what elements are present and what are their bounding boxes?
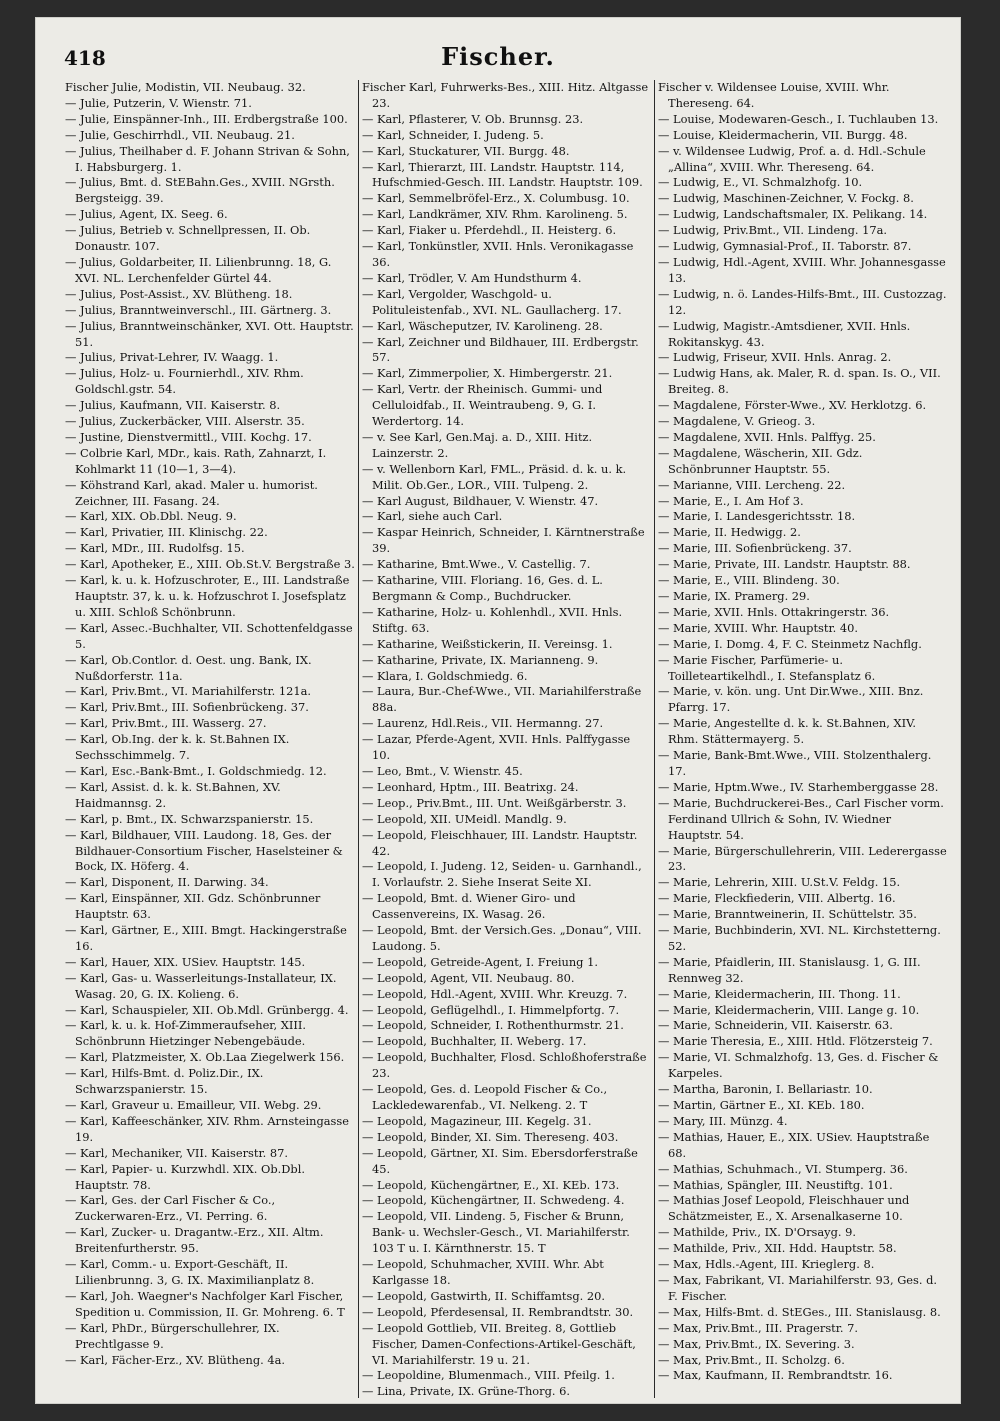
directory-entry: — Max, Hilfs-Bmt. d. StEGes., III. Stanislausg. 8. — [658, 1304, 941, 1319]
directory-column-1 — [62, 80, 358, 1398]
directory-entry: — Mathias, Schuhmach., VI. Stumperg. 36. — [658, 1161, 908, 1176]
directory-entry: — Marie, Bürgerschullehrerin, VIII. Lederergasse 23. — [658, 843, 947, 874]
directory-entry: — Ludwig Hans, ak. Maler, R. d. span. Is. O., VII. Breiteg. 8. — [658, 366, 941, 397]
directory-entry: — Karl, Privatier, III. Klinischg. 22. — [65, 525, 268, 540]
directory-entry: — Karl, Vergolder, Waschgold- u. Polituleistenfab., XVI. NL. Gaullacherg. 17. — [362, 286, 622, 317]
directory-entry: — Karl, Hilfs-Bmt. d. Poliz.Dir., IX. Schwarzspanierstr. 15. — [65, 1066, 264, 1097]
directory-entry: — Julie, Einspänner-Inh., III. Erdbergstraße 100. — [65, 111, 348, 126]
directory-entry: — Leopold, I. Judeng. 12, Seiden- u. Garnhandl., I. Vorlaufstr. 2. Siehe Inserat Seite XI. — [362, 859, 642, 890]
directory-entry: — Karl, Kaffeeschänker, XIV. Rhm. Arnsteingasse 19. — [65, 1113, 349, 1144]
directory-entry: — Ludwig, Gymnasial-Prof., II. Taborstr. 87. — [658, 239, 912, 254]
directory-entry: — Marie, Buchbinderin, XVI. NL. Kirchstetterng. 52. — [658, 923, 941, 953]
directory-entry: Fischer Karl, Fuhrwerks-Bes., XIII. Hitz. Altgasse 23. — [362, 80, 649, 110]
directory-entry: — Leop., Priv.Bmt., III. Unt. Weißgärberstr. 3. — [362, 795, 627, 810]
directory-entry: — Max, Fabrikant, VI. Mariahilferstr. 93, Ges. d. F. Fischer. — [658, 1272, 938, 1303]
directory-entry: — Martin, Gärtner E., XI. KEb. 180. — [658, 1098, 865, 1112]
directory-entry: — Julius, Agent, IX. Seeg. 6. — [65, 207, 228, 222]
directory-entry: — Max, Priv.Bmt., II. Scholzg. 6. — [658, 1352, 845, 1367]
directory-entry: — Katharine, Bmt.Wwe., V. Castellig. 7. — [362, 557, 591, 572]
directory-entry: — Leopold, Agent, VII. Neubaug. 80. — [362, 970, 575, 985]
directory-entry: — Mary, III. Münzg. 4. — [658, 1113, 788, 1128]
directory-entry: — Karl, Ob.Contlor. d. Oest. ung. Bank, IX. Nußdorferstr. 11a. — [65, 652, 312, 683]
directory-entry: — Klara, I. Goldschmiedg. 6. — [362, 668, 528, 683]
directory-entry: — Marie, III. Sofienbrückeng. 37. — [658, 541, 852, 556]
directory-entry: — Marie, Schneiderin, VII. Kaiserstr. 63. — [658, 1018, 893, 1033]
directory-entry: — Marie, VI. Schmalzhofg. 13, Ges. d. Fischer & Karpeles. — [658, 1050, 939, 1081]
directory-entry: — Karl, Hauer, XIX. USiev. Hauptstr. 145. — [65, 954, 306, 969]
directory-entry: — Colbrie Karl, MDr., kais. Rath, Zahnarzt, I. Kohlmarkt 11 (10—1, 3—4). — [65, 445, 327, 476]
directory-entry: — Marie, Buchdruckerei-Bes., Carl Fischer vorm. Ferdinand Ullrich & Sohn, IV. Wiedner Hauptstr. 54. — [658, 795, 944, 842]
directory-entry: — Leopold, Gärtner, XI. Sim. Ebersdorferstraße 45. — [362, 1145, 638, 1176]
directory-entry: — Marie, E., I. Am Hof 3. — [658, 493, 804, 508]
directory-column-3 — [654, 80, 950, 1398]
directory-entry: — Marie, Bank-Bmt.Wwe., VIII. Stolzenthalerg. 17. — [658, 748, 932, 778]
directory-entry: — Katharine, Holz- u. Kohlenhdl., XVII. Hnls. Stiftg. 63. — [362, 604, 623, 635]
directory-entry: — Ludwig, Maschinen-Zeichner, V. Fockg. 8. — [658, 191, 914, 206]
directory-entry: — Karl, MDr., III. Rudolfsg. 15. — [65, 541, 245, 556]
directory-entry: — Marie, IX. Pramerg. 29. — [658, 589, 810, 603]
directory-entry: — Karl, Priv.Bmt., III. Sofienbrückeng. 37. — [65, 700, 309, 715]
directory-entry: — Karl, p. Bmt., IX. Schwarzspanierstr. 15. — [65, 811, 314, 826]
directory-entry: — Julius, Kaufmann, VII. Kaiserstr. 8. — [65, 398, 281, 413]
directory-entry: — Leopold, Buchhalter, II. Weberg. 17. — [362, 1034, 587, 1049]
directory-entry: — Leopold, Schuhmacher, XVIII. Whr. Abt Karlgasse 18. — [362, 1257, 604, 1287]
directory-entry: — Julius, Bmt. d. StEBahn.Ges., XVIII. NGrsth. Bergsteigg. 39. — [65, 175, 335, 206]
directory-entry: — Karl, k. u. k. Hofzuschroter, E., III. Landstraße Hauptstr. 37, k. u. k. Hofzuschrot I. Josefsplatz u. XIII. Schloß Schönbrunn. — [65, 573, 350, 619]
directory-entry: — Marie, Private, III. Landstr. Hauptstr. 88. — [658, 557, 911, 572]
directory-entry: — Leopold, Gastwirth, II. Schiffamtsg. 20. — [362, 1288, 605, 1303]
directory-entry: — Marie, E., VIII. Blindeng. 30. — [658, 573, 840, 588]
directory-entry: — Karl, Apotheker, E., XIII. Ob.St.V. Bergstraße 3. — [65, 557, 355, 572]
directory-entry: — Max, Priv.Bmt., IX. Severing. 3. — [658, 1336, 855, 1351]
directory-entry: — Karl, Graveur u. Emailleur, VII. Webg. 29. — [65, 1098, 322, 1112]
directory-entry: — Karl, Fächer-Erz., XV. Blütheng. 4a. — [65, 1352, 286, 1367]
directory-entry: — Leopold, Hdl.-Agent, XVIII. Whr. Kreuzg. 7. — [362, 986, 628, 1001]
directory-entry: — Ludwig, Magistr.-Amtsdiener, XVII. Hnls. Rokitanskyg. 43. — [658, 318, 911, 349]
directory-entry: — Leopold, XII. UMeidl. Mandlg. 9. — [362, 811, 567, 826]
directory-entry: — Karl, Priv.Bmt., III. Wasserg. 27. — [65, 716, 267, 731]
directory-entry: — Leopold, Bmt. der Versich.Ges. „Donau“, VIII. Laudong. 5. — [362, 923, 642, 953]
directory-entry: — Marie, Kleidermacherin, VIII. Lange g. 10. — [658, 1002, 920, 1017]
directory-entry: — Marie, XVIII. Whr. Hauptstr. 40. — [658, 620, 858, 635]
directory-entry: — Julie, Putzerin, V. Wienstr. 71. — [65, 95, 252, 110]
directory-entry: — Karl, Vertr. der Rheinisch. Gummi- und Celluloidfab., II. Weintraubeng. 9, G. I. Werdertorg. 14. — [362, 382, 603, 429]
directory-entry: — Katharine, Weißstickerin, II. Vereinsg. 1. — [362, 636, 613, 651]
directory-entry: — Leopold, Küchengärtner, II. Schwedeng. 4. — [362, 1193, 625, 1208]
directory-entry: — Karl, Disponent, II. Darwing. 34. — [65, 875, 269, 890]
directory-entry: — Leopold, Bmt. d. Wiener Giro- und Cassenvereins, IX. Wasag. 26. — [362, 891, 576, 922]
directory-entry: — Karl, Joh. Waegner's Nachfolger Karl Fischer, Spedition u. Commission, II. Gr. Mohreng. 6. T — [65, 1288, 345, 1319]
directory-entry: — v. See Karl, Gen.Maj. a. D., XIII. Hitz. Lainzerstr. 2. — [362, 429, 593, 460]
directory-entry: — Marie, Lehrerin, XIII. U.St.V. Feldg. 15. — [658, 875, 901, 890]
directory-entry: — Karl, siehe auch Carl. — [362, 509, 503, 524]
directory-page — [36, 18, 960, 1403]
directory-entry: — Marie, Kleidermacherin, III. Thong. 11. — [658, 986, 901, 1001]
directory-entry: — Leopold, Geflügelhdl., I. Himmelpfortg. 7. — [362, 1002, 620, 1017]
directory-entry: — v. Wildensee Ludwig, Prof. a. d. Hdl.-Schule „Allina“, XVIII. Whr. Thereseng. 64. — [658, 143, 926, 174]
directory-entry: — Magdalene, Förster-Wwe., XV. Herklotzg. 6. — [658, 398, 927, 413]
directory-entry: — Karl, Schneider, I. Judeng. 5. — [362, 127, 544, 142]
directory-entry: — Ludwig, n. ö. Landes-Hilfs-Bmt., III. Custozzag. 12. — [658, 286, 947, 317]
directory-entry: — Ludwig, E., VI. Schmalzhofg. 10. — [658, 175, 863, 190]
directory-entry: — Leopold, Magazineur, III. Kegelg. 31. — [362, 1113, 592, 1128]
directory-entry: — Magdalene, Wäscherin, XII. Gdz. Schönbrunner Hauptstr. 55. — [658, 445, 863, 476]
running-title: Fischer. — [441, 42, 555, 71]
directory-entry: — Julius, Branntweinverschl., III. Gärtnerg. 3. — [65, 302, 332, 317]
directory-entry: — Karl, Zimmerpolier, X. Himbergerstr. 21. — [362, 366, 613, 381]
directory-entry: — Karl, Ob.Ing. der k. k. St.Bahnen IX. Sechsschimmelg. 7. — [65, 732, 290, 763]
directory-entry: — Leopold, VII. Lindeng. 5, Fischer & Brunn, Bank- u. Wechsler-Gesch., VI. Mariahilferstr. 103 T u. I. Kärnthnerstr. 15. T — [362, 1209, 630, 1256]
directory-entry: — Ludwig, Landschaftsmaler, IX. Pelikang. 14. — [658, 207, 928, 222]
directory-entry: — Katharine, Private, IX. Marianneng. 9. — [362, 652, 599, 667]
page-header — [36, 18, 960, 71]
directory-entry: — Karl, Wäscheputzer, IV. Karolineng. 28. — [362, 318, 603, 333]
directory-entry: — Mathias, Hauer, E., XIX. USiev. Hauptstraße 68. — [658, 1129, 930, 1160]
directory-entry: — Karl, Platzmeister, X. Ob.Laa Ziegelwerk 156. — [65, 1050, 345, 1065]
directory-entry: — Köhstrand Karl, akad. Maler u. humorist. Zeichner, III. Fasang. 24. — [65, 477, 318, 508]
directory-entry: — Leopold, Schneider, I. Rothenthurmstr. 21. — [362, 1018, 624, 1033]
directory-entry: — Karl, Gas- u. Wasserleitungs-Installateur, IX. Wasag. 20, G. IX. Kolieng. 6. — [65, 970, 337, 1001]
directory-entry: — Leopold, Getreide-Agent, I. Freiung 1. — [362, 954, 598, 969]
directory-columns — [62, 80, 952, 1398]
directory-entry: — Karl, Ges. der Carl Fischer & Co., Zuckerwaren-Erz., VI. Perring. 6. — [65, 1193, 276, 1224]
directory-entry: — Mathias Josef Leopold, Fleischhauer und Schätzmeister, E., X. Arsenalkaserne 10. — [658, 1193, 910, 1224]
directory-entry: — Julius, Privat-Lehrer, IV. Waagg. 1. — [65, 350, 279, 365]
directory-entry: — Marie, Pfaidlerin, III. Stanislausg. 1, G. III. Rennweg 32. — [658, 954, 921, 985]
directory-entry: — Ludwig, Friseur, XVII. Hnls. Anrag. 2. — [658, 350, 892, 365]
directory-entry: — Karl, Stuckaturer, VII. Burgg. 48. — [362, 143, 570, 158]
directory-entry: — Marie, I. Landesgerichtsstr. 18. — [658, 509, 856, 524]
directory-entry: — Karl, Assec.-Buchhalter, VII. Schottenfeldgasse 5. — [65, 620, 353, 651]
directory-entry: — Magdalene, V. Grieog. 3. — [658, 414, 816, 429]
directory-entry: — Marie Fischer, Parfümerie- u. Toilleteartikelhdl., I. Stefansplatz 6. — [658, 652, 876, 683]
directory-entry: — Karl, Bildhauer, VIII. Laudong. 18, Ges. der Bildhauer-Consortium Fischer, Haselsteiner & Bock, IX. Höferg. 4. — [65, 827, 343, 874]
directory-entry: — Leo, Bmt., V. Wienstr. 45. — [362, 763, 523, 778]
directory-entry: — Marie, II. Hedwigg. 2. — [658, 525, 801, 540]
page-number: 418 — [64, 46, 106, 70]
directory-entry: — Julius, Theilhaber d. F. Johann Strivan & Sohn, I. Habsburgerg. 1. — [65, 143, 350, 174]
directory-entry: — v. Wellenborn Karl, FML., Präsid. d. k. u. k. Milit. Ob.Ger., LOR., VIII. Tulpeng. 2. — [362, 461, 627, 492]
directory-entry: — Marie, Branntweinerin, II. Schüttelstr. 35. — [658, 907, 917, 922]
directory-entry: — Mathilde, Priv., IX. D'Orsayg. 9. — [658, 1225, 857, 1240]
directory-entry: Fischer v. Wildensee Louise, XVIII. Whr. Thereseng. 64. — [658, 80, 890, 110]
directory-entry: — Karl, Zeichner und Bildhauer, III. Erdbergstr. 57. — [362, 334, 639, 365]
directory-entry: — Karl, Tonkünstler, XVII. Hnls. Veronikagasse 36. — [362, 239, 634, 269]
directory-entry: — Julius, Zuckerbäcker, VIII. Alserstr. 35. — [65, 414, 305, 429]
directory-entry: — Leopold, Fleischhauer, III. Landstr. Hauptstr. 42. — [362, 827, 638, 858]
directory-entry: — Leopoldine, Blumenmach., VIII. Pfeilg. 1. — [362, 1368, 615, 1383]
directory-entry: — Karl, Pflasterer, V. Ob. Brunnsg. 23. — [362, 111, 584, 126]
directory-entry: — Kaspar Heinrich, Schneider, I. Kärntnerstraße 39. — [362, 525, 645, 556]
directory-entry: — Marianne, VIII. Lercheng. 22. — [658, 477, 846, 492]
directory-entry: — Ludwig, Priv.Bmt., VII. Lindeng. 17a. — [658, 223, 888, 238]
directory-entry: — Martha, Baronin, I. Bellariastr. 10. — [658, 1082, 873, 1097]
directory-entry: — Leopold, Buchhalter, Flosd. Schloßhoferstraße 23. — [362, 1050, 647, 1081]
directory-entry: — Leopold, Binder, XI. Sim. Thereseng. 403. — [362, 1129, 619, 1144]
directory-entry: — Julius, Holz- u. Fournierhdl., XIV. Rhm. Goldschl.gstr. 54. — [65, 366, 304, 397]
directory-entry: — Leopold Gottlieb, VII. Breiteg. 8, Gottlieb Fischer, Damen-Confections-Artikel-Geschäft, VI. Mariahilferstr. 19 u. 21. — [362, 1320, 636, 1367]
directory-entry: — Karl, Esc.-Bank-Bmt., I. Goldschmiedg. 12. — [65, 763, 327, 778]
directory-entry: — Marie, v. kön. ung. Unt Dir.Wwe., XIII. Bnz. Pfarrg. 17. — [658, 684, 924, 715]
directory-entry: — Max, Hdls.-Agent, III. Krieglerg. 8. — [658, 1257, 875, 1272]
directory-entry: — Julius, Branntweinschänker, XVI. Ott. Hauptstr. 51. — [65, 318, 354, 349]
directory-entry: — Karl, k. u. k. Hof-Zimmeraufseher, XIII. Schönbrunn Hietzinger Nebengebäude. — [65, 1018, 306, 1049]
directory-entry: Fischer Julie, Modistin, VII. Neubaug. 32. — [65, 80, 306, 94]
directory-entry: — Leopold, Pferdesensal, II. Rembrandtstr. 30. — [362, 1304, 634, 1319]
directory-entry: — Julius, Post-Assist., XV. Blütheng. 18. — [65, 286, 293, 301]
directory-entry: — Karl, Priv.Bmt., VI. Mariahilferstr. 121a. — [65, 684, 312, 699]
directory-entry: — Julius, Betrieb v. Schnellpressen, II. Ob. Donaustr. 107. — [65, 223, 311, 254]
directory-entry: — Magdalene, XVII. Hnls. Palffyg. 25. — [658, 429, 876, 444]
directory-entry: — Karl, Assist. d. k. k. St.Bahnen, XV. Haidmannsg. 2. — [65, 779, 281, 810]
directory-entry: — Marie, Angestellte d. k. k. St.Bahnen, XIV. Rhm. Stättermayerg. 5. — [658, 716, 916, 747]
directory-entry: — Max, Priv.Bmt., III. Pragerstr. 7. — [658, 1320, 859, 1335]
directory-entry: — Karl, Landkrämer, XIV. Rhm. Karolineng. 5. — [362, 207, 628, 222]
directory-entry: — Karl, Comm.- u. Export-Geschäft, II. Lilienbrunng. 3, G. IX. Maximilianplatz 8. — [65, 1257, 315, 1287]
directory-entry: — Louise, Kleidermacherin, VII. Burgg. 48. — [658, 127, 908, 142]
directory-entry: — Karl, Trödler, V. Am Hundsthurm 4. — [362, 270, 582, 285]
directory-entry: — Julius, Goldarbeiter, II. Lilienbrunng. 18, G. XVI. NL. Lerchenfelder Gürtel 44. — [65, 254, 332, 285]
directory-entry: — Mathias, Spängler, III. Neustiftg. 101. — [658, 1177, 893, 1192]
directory-entry: — Justine, Dienstvermittl., VIII. Kochg. 17. — [65, 429, 312, 444]
directory-column-2 — [358, 80, 654, 1398]
directory-entry: — Marie, Hptm.Wwe., IV. Starhemberggasse 28. — [658, 779, 939, 794]
directory-entry: — Julie, Geschirrhdl., VII. Neubaug. 21. — [65, 127, 295, 142]
directory-entry: — Karl, Fiaker u. Pferdehdl., II. Heisterg. 6. — [362, 223, 617, 238]
directory-entry: — Louise, Modewaren-Gesch., I. Tuchlauben 13. — [658, 111, 939, 126]
directory-entry: — Marie, Fleckfiederin, VIII. Albertg. 16. — [658, 891, 896, 906]
directory-entry: — Ludwig, Hdl.-Agent, XVIII. Whr. Johannesgasse 13. — [658, 254, 946, 285]
directory-entry: — Leopold, Ges. d. Leopold Fischer & Co., Lackledewarenfab., VI. Nelkeng. 2. T — [362, 1082, 608, 1112]
directory-entry: — Katharine, VIII. Floriang. 16, Ges. d. L. Bergmann & Comp., Buchdrucker. — [362, 573, 603, 603]
directory-entry: — Mathilde, Priv., XII. Hdd. Hauptstr. 58. — [658, 1241, 897, 1256]
directory-entry: — Karl, Mechaniker, VII. Kaiserstr. 87. — [65, 1145, 289, 1160]
directory-entry: — Karl, PhDr., Bürgerschullehrer, IX. Prechtlgasse 9. — [65, 1320, 280, 1351]
directory-entry: — Lina, Private, IX. Grüne-Thorg. 6. — [362, 1384, 571, 1399]
directory-entry: — Karl, Papier- u. Kurzwhdl. XIX. Ob.Dbl. Hauptstr. 78. — [65, 1161, 305, 1192]
directory-entry: — Leonhard, Hptm., III. Beatrixg. 24. — [362, 779, 579, 794]
directory-entry: — Marie, XVII. Hnls. Ottakringerstr. 36. — [658, 604, 890, 619]
directory-entry: — Lazar, Pferde-Agent, XVII. Hnls. Palffygasse 10. — [362, 732, 631, 763]
directory-entry: — Karl, Thierarzt, III. Landstr. Hauptstr. 114, Hufschmied-Gesch. III. Landstr. Hauptstr. 109. — [362, 159, 643, 190]
directory-entry: — Karl, XIX. Ob.Dbl. Neug. 9. — [65, 509, 237, 524]
directory-entry: — Marie, I. Domg. 4, F. C. Steinmetz Nachflg. — [658, 636, 922, 651]
directory-entry: — Max, Kaufmann, II. Rembrandtstr. 16. — [658, 1368, 893, 1383]
directory-entry: — Karl, Einspänner, XII. Gdz. Schönbrunner Hauptstr. 63. — [65, 891, 321, 922]
directory-entry: — Karl August, Bildhauer, V. Wienstr. 47. — [362, 493, 599, 508]
directory-entry: — Karl, Schauspieler, XII. Ob.Mdl. Grünbergg. 4. — [65, 1002, 349, 1017]
directory-entry: — Karl, Gärtner, E., XIII. Bmgt. Hackingerstraße 16. — [65, 923, 347, 953]
directory-entry: — Laura, Bur.-Chef-Wwe., VII. Mariahilferstraße 88a. — [362, 684, 642, 715]
directory-entry: — Marie Theresia, E., XIII. Htld. Flötzersteig 7. — [658, 1034, 933, 1049]
directory-entry: — Karl, Zucker- u. Dragantw.-Erz., XII. Altm. Breitenfurtherstr. 95. — [65, 1225, 324, 1256]
directory-entry: — Leopold, Küchengärtner, E., XI. KEb. 173. — [362, 1177, 620, 1192]
directory-entry: — Karl, Semmelbröfel-Erz., X. Columbusg. 10. — [362, 191, 630, 206]
directory-entry: — Laurenz, Hdl.Reis., VII. Hermanng. 27. — [362, 716, 604, 731]
